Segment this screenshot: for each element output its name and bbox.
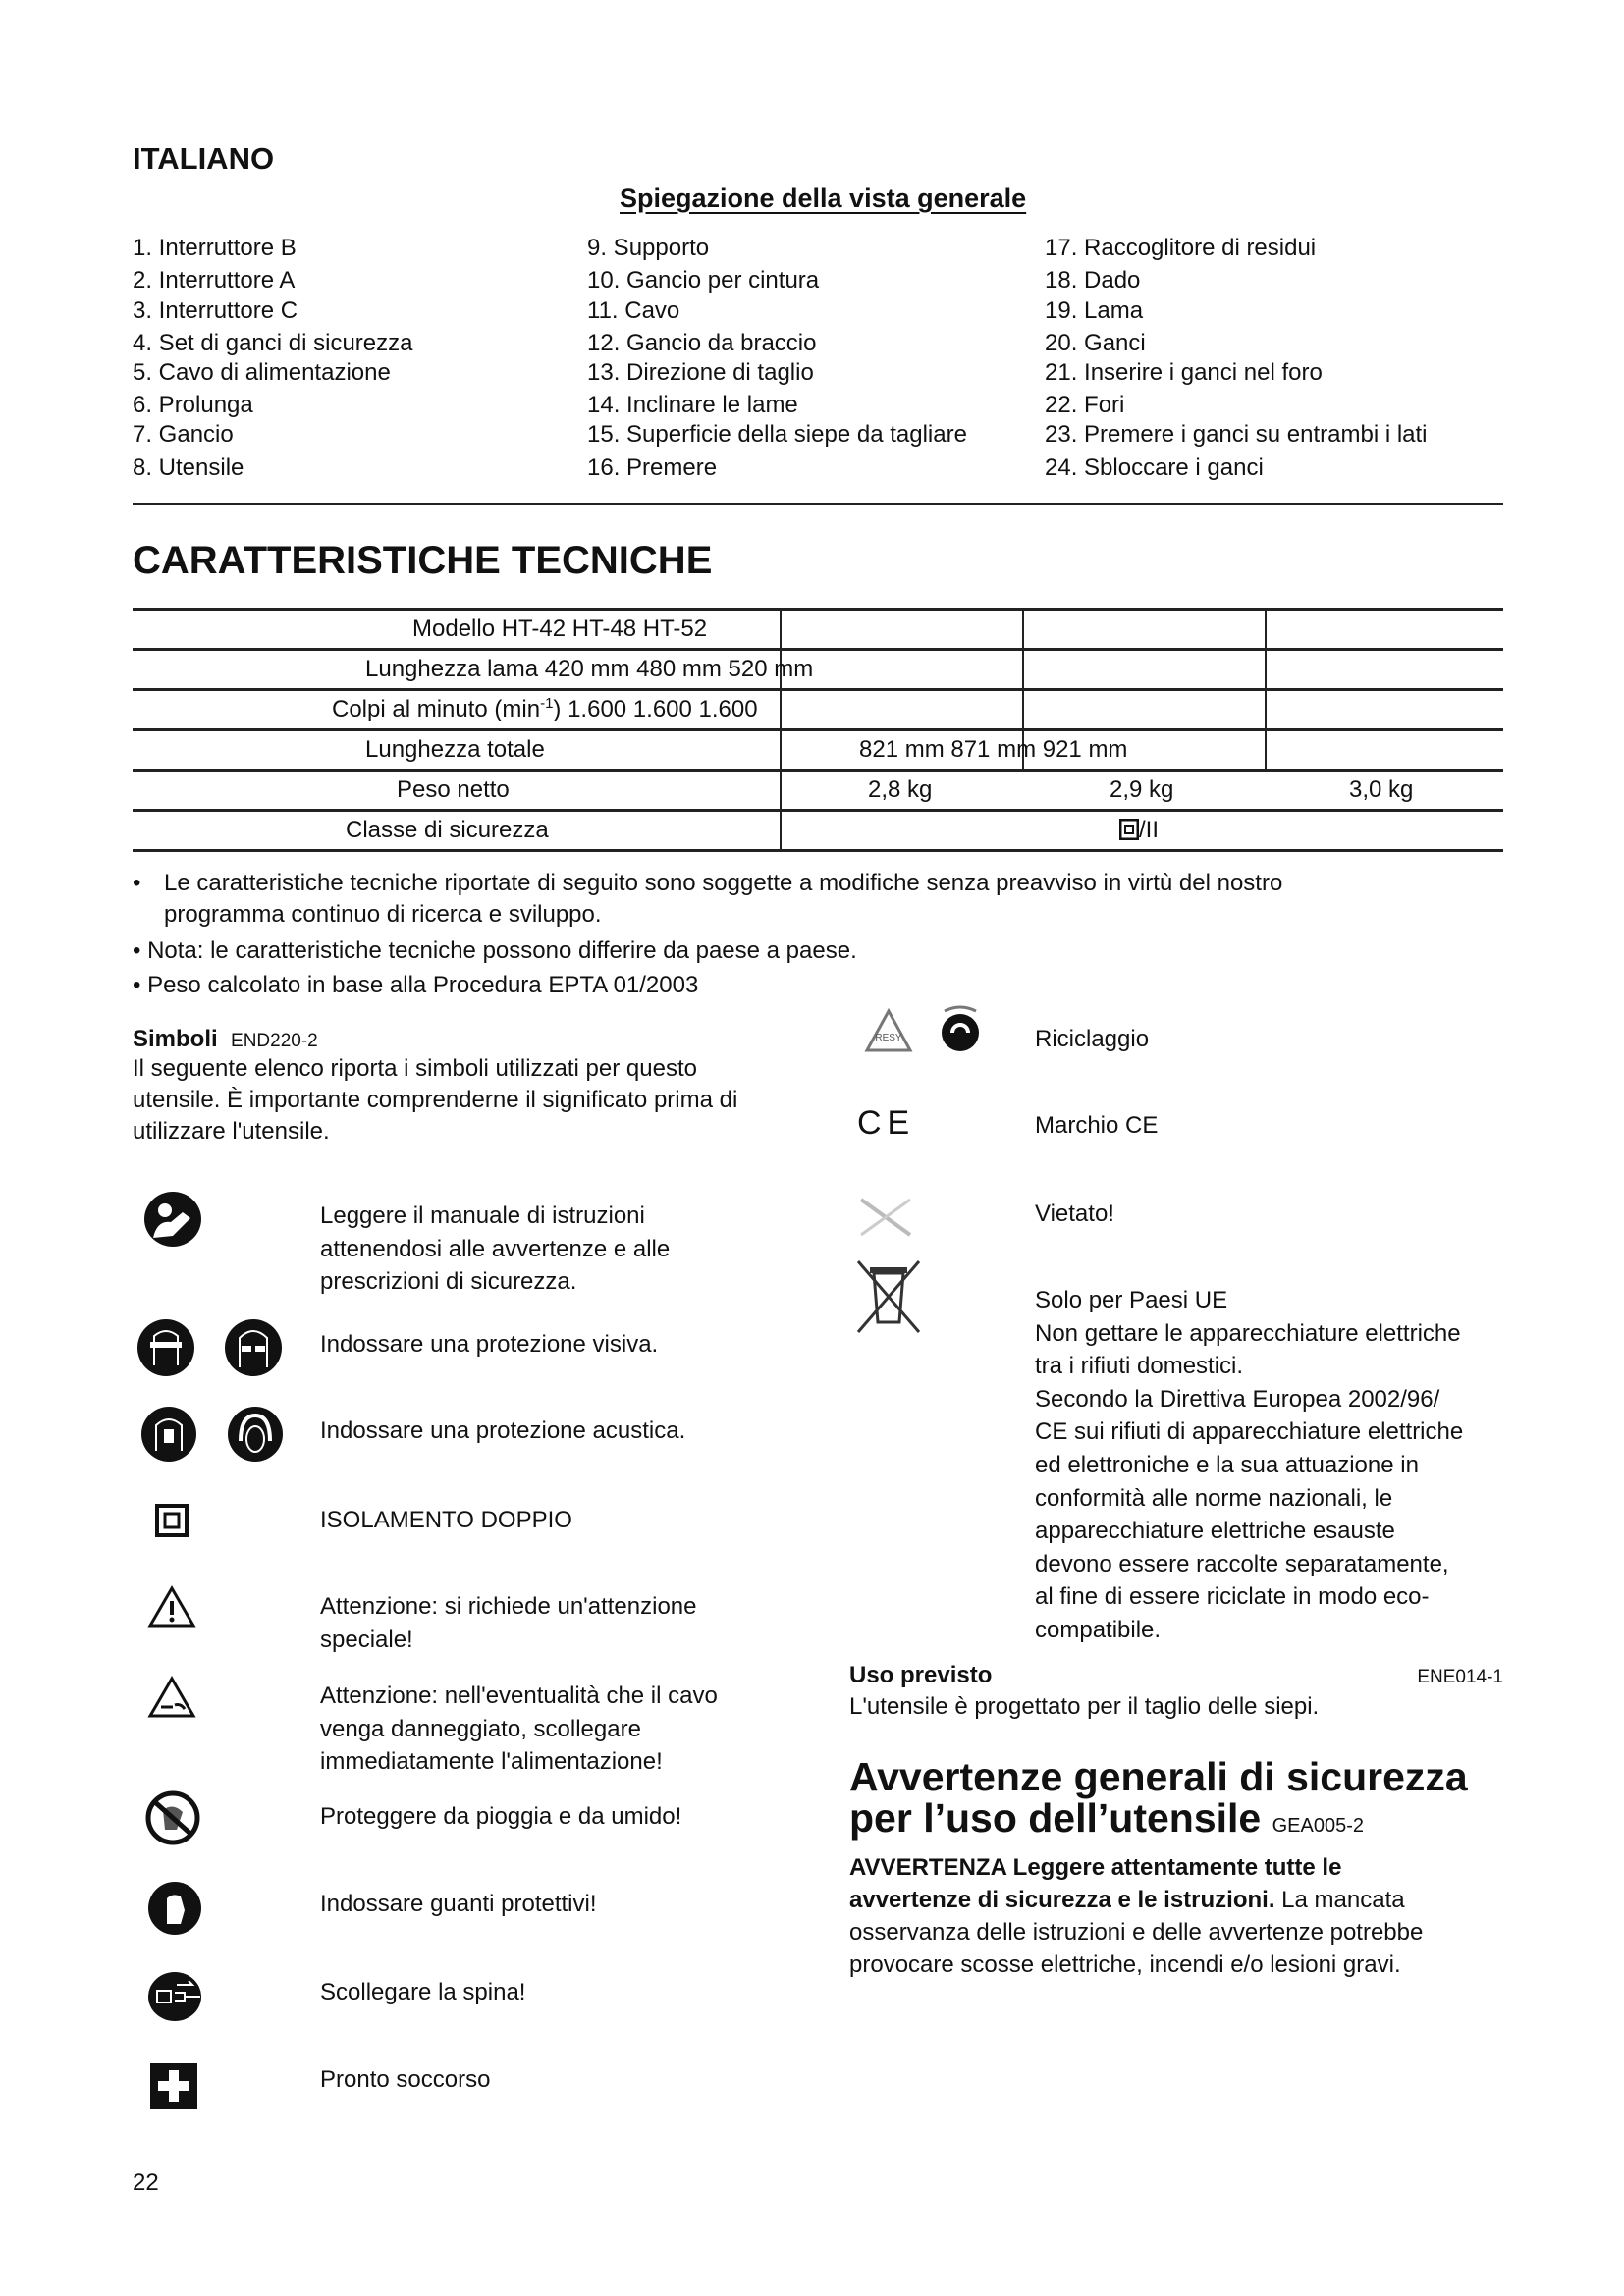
protect-from-rain-icon xyxy=(145,1790,200,1845)
general-warnings-title-2 xyxy=(849,1797,1364,1846)
overview-item: 19. Lama xyxy=(1045,297,1144,324)
eu-disposal-text: apparecchiature elettriche esauste xyxy=(1035,1518,1395,1545)
symbol-description: Attenzione: si richiede un'attenzione xyxy=(320,1593,697,1620)
overview-item: 11. Cavo xyxy=(587,297,680,324)
ear-muffs-icon xyxy=(227,1406,284,1463)
warning-line: osservanza delle istruzioni e delle avvertenze potrebbe xyxy=(849,1919,1424,1946)
symbol-description: speciale! xyxy=(320,1626,413,1653)
general-warnings-title: Avvertenze generali di sicurezza xyxy=(849,1754,1468,1799)
spec-weight-ht42: 2,8 kg xyxy=(868,776,933,803)
table-rule xyxy=(133,809,1503,812)
overview-item: 4. Set di ganci di sicurezza xyxy=(133,330,413,356)
table-rule xyxy=(133,648,1503,651)
recycling-icon xyxy=(861,1007,916,1056)
first-aid-icon xyxy=(150,2063,197,2109)
double-insulation-icon xyxy=(1119,819,1139,840)
overview-item: 21. Inserire i ganci nel foro xyxy=(1045,359,1323,386)
note-line: Le caratteristiche tecniche riportate di seguito sono soggette a modifiche senza preavviso in virtù del nostro xyxy=(164,870,1283,896)
table-rule xyxy=(133,608,1503,611)
spec-weight-label: Peso netto xyxy=(397,776,510,803)
spec-weight-ht48: 2,9 kg xyxy=(1110,776,1174,803)
table-col-line xyxy=(780,609,782,850)
safety-class-text: /II xyxy=(1139,817,1160,843)
wear-gloves-icon xyxy=(147,1881,202,1936)
symbol-description: Indossare una protezione acustica. xyxy=(320,1417,686,1444)
ce-mark-icon: CE xyxy=(857,1104,916,1142)
title-line: per l’uso dell’utensile xyxy=(849,1795,1262,1841)
intended-use-code: ENE014-1 xyxy=(1417,1667,1503,1687)
table-rule xyxy=(133,728,1503,731)
symbol-description: ISOLAMENTO DOPPIO xyxy=(320,1507,572,1533)
warning-line xyxy=(849,1884,1405,1916)
spec-model: Modello HT-42 HT-48 HT-52 xyxy=(412,615,708,642)
overview-item: 5. Cavo di alimentazione xyxy=(133,359,391,386)
eu-disposal-text: compatibile. xyxy=(1035,1617,1162,1643)
table-rule xyxy=(133,688,1503,691)
general-warnings-code: GEA005-2 xyxy=(1272,1815,1365,1837)
ce-label: Marchio CE xyxy=(1035,1112,1159,1139)
green-dot-icon xyxy=(935,1003,986,1054)
overview-item: 12. Gancio da braccio xyxy=(587,330,817,356)
symbol-description: attenendosi alle avvertenze e alle xyxy=(320,1235,671,1262)
spec-blade-length: Lunghezza lama 420 mm 480 mm 520 mm xyxy=(365,656,814,682)
cable-damage-warning-icon xyxy=(147,1676,196,1719)
overview-item: 8. Utensile xyxy=(133,454,244,481)
overview-item: 16. Premere xyxy=(587,454,718,481)
symbol-description: Pronto soccorso xyxy=(320,2066,491,2093)
unplug-icon xyxy=(147,1971,202,2022)
eye-protection-icon xyxy=(136,1318,195,1377)
overview-item: 23. Premere i ganci su entrambi i lati xyxy=(1045,421,1428,448)
eu-disposal-text: Solo per Paesi UE xyxy=(1035,1287,1228,1313)
recycling-label: Riciclaggio xyxy=(1035,1026,1150,1052)
goggles-icon xyxy=(224,1318,283,1377)
svg-text:RESY: RESY xyxy=(875,1033,902,1043)
read-manual-icon xyxy=(143,1191,202,1248)
symbol-description: venga danneggiato, scollegare xyxy=(320,1715,641,1742)
spec-safety-class-label: Classe di sicurezza xyxy=(346,817,549,843)
weee-bin-icon xyxy=(854,1259,923,1334)
eu-disposal-text: Non gettare le apparecchiature elettriche xyxy=(1035,1319,1461,1347)
symbol-description: prescrizioni di sicurezza. xyxy=(320,1268,577,1296)
eu-disposal-text: devono essere raccolte separatamente, xyxy=(1035,1550,1449,1577)
overview-item: 22. Fori xyxy=(1045,392,1125,418)
spec-strokes-label: Colpi al minuto (min xyxy=(332,696,541,722)
spec-strokes xyxy=(332,693,758,725)
eu-disposal-text: conformità alle norme nazionali, le xyxy=(1035,1484,1393,1512)
overview-item: 7. Gancio xyxy=(133,421,234,448)
double-insulation-icon xyxy=(155,1504,189,1537)
symbol-description: Indossare una protezione visiva. xyxy=(320,1331,659,1358)
eu-disposal-text: CE sui rifiuti di apparecchiature elettriche xyxy=(1035,1418,1464,1446)
eu-disposal-text: Secondo la Direttiva Europea 2002/96/ xyxy=(1035,1385,1440,1413)
symbols-intro: utilizzare l'utensile. xyxy=(133,1118,330,1145)
overview-item: 10. Gancio per cintura xyxy=(587,267,820,294)
symbols-code: END220-2 xyxy=(231,1031,318,1051)
forbidden-label: Vietato! xyxy=(1035,1201,1114,1227)
overview-item: 6. Prolunga xyxy=(133,392,253,418)
symbol-description: Attenzione: nell'eventualità che il cavo xyxy=(320,1682,718,1709)
overview-item: 13. Direzione di taglio xyxy=(587,359,814,386)
note-line: • Nota: le caratteristiche tecniche possono differire da paese a paese. xyxy=(133,937,857,964)
overview-item: 1. Interruttore B xyxy=(133,235,297,261)
table-rule xyxy=(133,769,1503,772)
symbol-description: Leggere il manuale di istruzioni xyxy=(320,1202,645,1229)
hearing-protection-icon xyxy=(140,1406,197,1463)
overview-title: Spiegazione della vista generale xyxy=(620,184,1027,213)
overview-item: 14. Inclinare le lame xyxy=(587,392,798,418)
symbol-description: Scollegare la spina! xyxy=(320,1979,526,2005)
overview-item: 17. Raccoglitore di residui xyxy=(1045,235,1317,261)
spec-safety-class-value xyxy=(1119,814,1159,846)
eu-disposal-text: al fine di essere riciclate in modo eco- xyxy=(1035,1583,1430,1611)
warning-bold-line: avvertenze di sicurezza e le istruzioni. xyxy=(849,1887,1275,1913)
overview-item: 18. Dado xyxy=(1045,267,1141,294)
warning-line: provocare scosse elettriche, incendi e/o lesioni gravi. xyxy=(849,1951,1401,1978)
symbols-intro: utensile. È importante comprenderne il significato prima di xyxy=(133,1087,738,1113)
spec-strokes-values: ) 1.600 1.600 1.600 xyxy=(553,696,758,722)
language-heading: ITALIANO xyxy=(133,141,275,176)
spec-overall-length-value: 821 mm 871 mm 921 mm xyxy=(859,736,1128,763)
page-number: 22 xyxy=(133,2169,159,2196)
overview-item: 2. Interruttore A xyxy=(133,267,296,294)
note-line: programma continuo di ricerca e sviluppo. xyxy=(164,901,602,928)
eu-disposal-text: ed elettroniche e la sua attuazione in xyxy=(1035,1452,1419,1478)
symbol-description: immediatamente l'alimentazione! xyxy=(320,1748,663,1776)
intended-use-text: L'utensile è progettato per il taglio delle siepi. xyxy=(849,1693,1320,1720)
symbols-intro: Il seguente elenco riporta i simboli utilizzati per questo xyxy=(133,1055,697,1082)
warning-icon xyxy=(147,1585,196,1629)
overview-item: 3. Interruttore C xyxy=(133,297,298,324)
spec-weight-ht52: 3,0 kg xyxy=(1349,776,1414,803)
note-line: • Peso calcolato in base alla Procedura EPTA 01/2003 xyxy=(133,972,699,998)
bullet: • xyxy=(133,870,141,896)
forbidden-icon xyxy=(857,1196,914,1239)
warning-text: La mancata xyxy=(1274,1887,1405,1913)
spec-overall-length-label: Lunghezza totale xyxy=(365,736,545,763)
symbols-title: Simboli xyxy=(133,1026,218,1052)
overview-item: 9. Supporto xyxy=(587,235,710,261)
overview-item: 24. Sbloccare i ganci xyxy=(1045,454,1264,481)
symbol-description: Proteggere da pioggia e da umido! xyxy=(320,1803,682,1830)
overview-item: 15. Superficie della siepe da tagliare xyxy=(587,421,967,448)
table-rule xyxy=(133,849,1503,852)
table-col-line xyxy=(1265,609,1267,771)
symbol-description: Indossare guanti protettivi! xyxy=(320,1891,597,1917)
specs-title: CARATTERISTICHE TECNICHE xyxy=(133,539,713,582)
overview-item: 20. Ganci xyxy=(1045,330,1146,356)
divider xyxy=(133,503,1503,505)
eu-disposal-text: tra i rifiuti domestici. xyxy=(1035,1353,1244,1380)
intended-use-title: Uso previsto xyxy=(849,1662,993,1688)
warning-bold-line: AVVERTENZA Leggere attentamente tutte le xyxy=(849,1854,1342,1881)
superscript: -1 xyxy=(540,695,554,712)
